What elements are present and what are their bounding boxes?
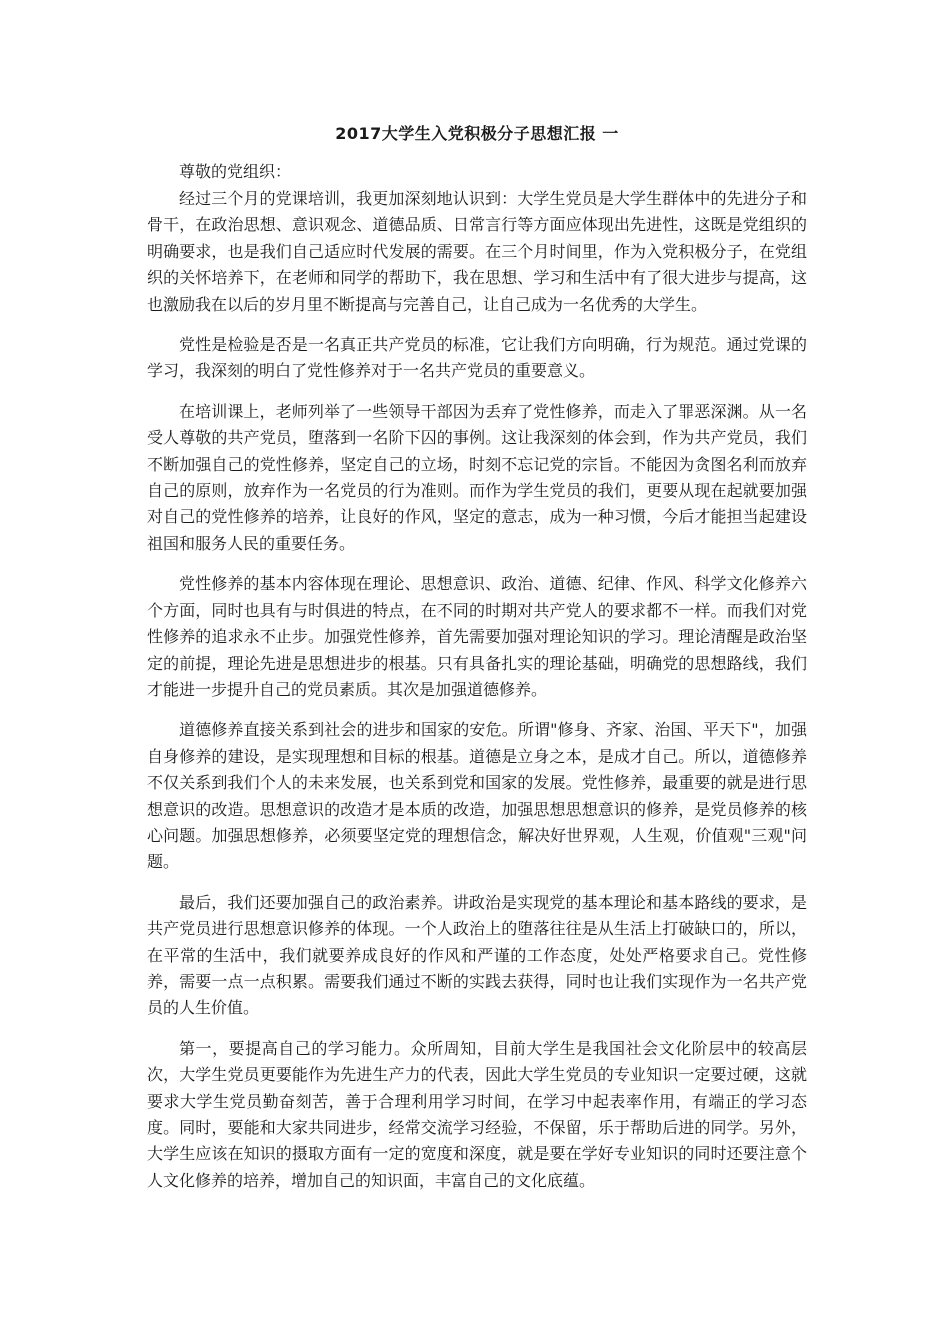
paragraph: 最后，我们还要加强自己的政治素养。讲政治是实现党的基本理论和基本路线的要求，是共产党员进行思想意识修养的体现。一个人政治上的堕落往往是从生活上打破缺口的，所以，在平常的生活中，我们就要养成良好的作风和严谨的工作态度，处处严格要求自己。党性修养，需要一点一点积累。需要我们通过不断的实践去获得，同时也让我们实现作为一名共产党员的人生价值。 [147,892,807,1018]
greeting: 尊敬的党组织： [179,162,292,181]
paragraph: 第一，要提高自己的学习能力。众所周知，目前大学生是我国社会文化阶层中的较高层次，大学生党员更要能作为先进生产力的代表，因此大学生党员的专业知识一定要过硬，这就要求大学生党员勤奋刻苦，善于合理利用学习时间，在学习中起表率作用，有端正的学习态度。同时，要能和大家共同进步，经常交流学习经验，不保留，乐于帮助后进的同学。另外，大学生应该在知识的摄取方面有一定的宽度和深度，就是要在学好专业知识的同时还要注意个人文化修养的培养，增加自己的知识面，丰富自己的文化底蕴。 [147,1038,807,1190]
document-title: 2017大学生入党积极分子思想汇报 一 [335,124,619,143]
document-page [147,122,807,1208]
paragraph: 经过三个月的党课培训，我更加深刻地认识到：大学生党员是大学生群体中的先进分子和骨干，在政治思想、意识观念、道德品质、日常言行等方面应体现出先进性，这既是党组织的明确要求，也是我们自己适应时代发展的需要。在三个月时间里，作为入党积极分子，在党组织的关怀培养下，在老师和同学的帮助下，我在思想、学习和生活中有了很大进步与提高，这也激励我在以后的岁月里不断提高与完善自己，让自己成为一名优秀的大学生。 [147,189,807,314]
paragraph: 在培训课上，老师列举了一些领导干部因为丢弃了党性修养，而走入了罪恶深渊。从一名受人尊敬的共产党员，堕落到一名阶下囚的事例。这让我深刻的体会到，作为共产党员，我们不断加强自己的党性修养，坚定自己的立场，时刻不忘记党的宗旨。不能因为贪图名利而放弃自己的原则，放弃作为一名党员的行为准则。而作为学生党员的我们，更要从现在起就要加强对自己的党性修养的培养，让良好的作风，坚定的意志，成为一种习惯，今后才能担当起建设祖国和服务人民的重要任务。 [147,401,807,553]
paragraph: 道德修养直接关系到社会的进步和国家的安危。所谓"修身、齐家、治国、平天下"，加强自身修养的建设，是实现理想和目标的根基。道德是立身之本，是成才自己。所以，道德修养不仅关系到我们个人的未来发展，也关系到党和国家的发展。党性修养，最重要的就是进行思想意识的改造。思想意识的改造才是本质的改造，加强思想思想意识的修养，是党员修养的核心问题。加强思想修养，必须要坚定党的理想信念，解决好世界观，人生观，价值观"三观"问题。 [147,720,807,872]
paragraph: 党性是检验是否是一名真正共产党员的标准，它让我们方向明确，行为规范。通过党课的学习，我深刻的明白了党性修养对于一名共产党员的重要意义。 [147,335,807,381]
paragraph: 党性修养的基本内容体现在理论、思想意识、政治、道德、纪律、作风、科学文化修养六个方面，同时也具有与时俱进的特点，在不同的时期对共产党人的要求都不一样。而我们对党性修养的追求永不止步。加强党性修养，首先需要加强对理论知识的学习。理论清醒是政治坚定的前提，理论先进是思想进步的根基。只有具备扎实的理论基础，明确党的思想路线，我们才能进一步提升自己的党员素质。其次是加强道德修养。 [147,574,807,699]
